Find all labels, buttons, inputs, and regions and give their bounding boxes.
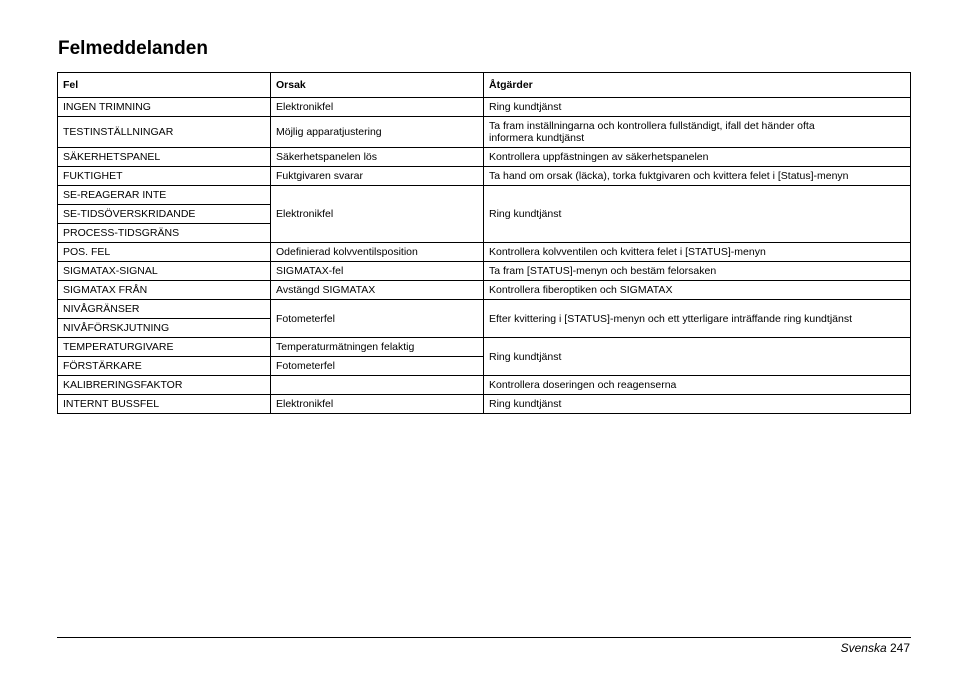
cell-orsak: Temperaturmätningen felaktig [271,338,484,357]
cell-orsak: Elektronikfel [271,98,484,117]
table-row [58,167,911,186]
table-row [58,243,911,262]
column-header-orsak: Orsak [271,73,484,98]
cell-fel: SE-REAGERAR INTE [58,186,271,205]
cell-orsak: Fotometerfel [271,357,484,376]
cell-orsak: Möjlig apparatjustering [271,117,484,148]
cell-atgard [484,117,911,148]
cell-fel: SIGMATAX FRÅN [58,281,271,300]
page-title: Felmeddelanden [58,38,208,59]
cell-atgard-line: informera kundtjänst [489,132,585,144]
table-row [58,300,911,319]
table-row [58,262,911,281]
column-header-atgarder: Åtgärder [484,73,911,98]
cell-orsak: Avstängd SIGMATAX [271,281,484,300]
cell-fel: NIVÅGRÄNSER [58,300,271,319]
page-footer [841,641,910,655]
table-row [58,376,911,395]
cell-orsak: Elektronikfel [271,395,484,414]
footer-divider [57,637,911,638]
cell-atgard: Ta fram [STATUS]-menyn och bestäm felorsaken [484,262,911,281]
cell-orsak: Fotometerfel [271,300,484,338]
table-row [58,281,911,300]
table-row [58,117,911,148]
column-header-fel: Fel [58,73,271,98]
cell-fel: FÖRSTÄRKARE [58,357,271,376]
cell-fel: POS. FEL [58,243,271,262]
cell-atgard-line: Ta fram inställningarna och kontrollera fullständigt, ifall det händer ofta [489,120,815,132]
table-row [58,186,911,205]
cell-fel: TEMPERATURGIVARE [58,338,271,357]
cell-fel: INGEN TRIMNING [58,98,271,117]
cell-fel: PROCESS-TIDSGRÄNS [58,224,271,243]
cell-fel: FUKTIGHET [58,167,271,186]
cell-atgard: Kontrollera kolvventilen och kvittera felet i [STATUS]-menyn [484,243,911,262]
cell-fel: SIGMATAX-SIGNAL [58,262,271,281]
cell-atgard: Kontrollera fiberoptiken och SIGMATAX [484,281,911,300]
cell-atgard: Kontrollera doseringen och reagenserna [484,376,911,395]
cell-orsak [271,376,484,395]
table-row [58,98,911,117]
cell-atgard: Ring kundtjänst [484,186,911,243]
cell-atgard: Ring kundtjänst [484,338,911,376]
cell-orsak: Fuktgivaren svarar [271,167,484,186]
cell-atgard: Ring kundtjänst [484,395,911,414]
cell-fel: KALIBRERINGSFAKTOR [58,376,271,395]
cell-fel: SE-TIDSÖVERSKRIDANDE [58,205,271,224]
table-header-row [58,73,911,98]
footer-language: Svenska [840,641,887,655]
cell-fel: TESTINSTÄLLNINGAR [58,117,271,148]
table-row [58,148,911,167]
cell-orsak: SIGMATAX-fel [271,262,484,281]
cell-atgard: Efter kvittering i [STATUS]-menyn och ett ytterligare inträffande ring kundtjänst [484,300,911,338]
error-messages-table [57,72,911,414]
cell-atgard: Ring kundtjänst [484,98,911,117]
table-row [58,395,911,414]
cell-atgard: Kontrollera uppfästningen av säkerhetspanelen [484,148,911,167]
cell-atgard: Ta hand om orsak (läcka), torka fuktgivaren och kvittera felet i [Status]-menyn [484,167,911,186]
cell-orsak: Elektronikfel [271,186,484,243]
cell-fel: SÄKERHETSPANEL [58,148,271,167]
cell-orsak: Odefinierad kolvventilsposition [271,243,484,262]
table-row [58,338,911,357]
cell-fel: NIVÅFÖRSKJUTNING [58,319,271,338]
cell-fel: INTERNT BUSSFEL [58,395,271,414]
cell-orsak: Säkerhetspanelen lös [271,148,484,167]
page-number: 247 [889,641,910,655]
